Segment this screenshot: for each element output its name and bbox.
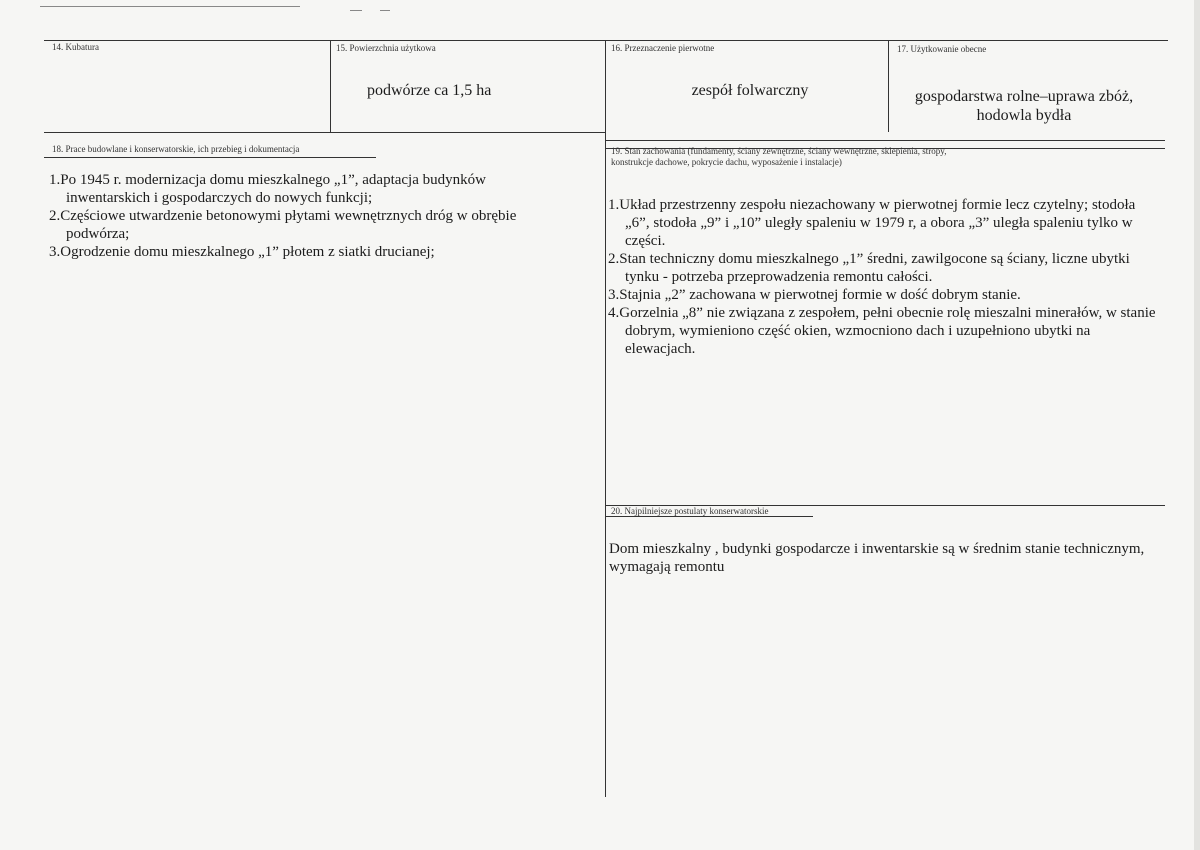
list-item: 1.Po 1945 r. modernizacja domu mieszkalnego „1”, adaptacja budynków inwentarskich i gospodarczych do nowych funkcji; [49,172,486,206]
conservation-postulates-label: 20. Najpilniejsze postulaty konserwatorskie [611,506,769,516]
original-purpose-label: 16. Przeznaczenie pierwotne [611,43,715,53]
condition-label-line1: 19. Stan zachowania (fundamenty, ściany zewnętrzne, ściany wewnętrzne, sklepienia, stropy, [611,146,947,156]
scan-artifact [40,6,300,7]
divider-16-17 [888,40,889,132]
list-item: 2.Stan techniczny domu mieszkalnego „1” średni, zawilgocone są ściany, liczne ubytki tynku - potrzeba przeprowadzenia remontu całości. [608,251,1130,285]
construction-works-list [49,171,569,261]
f20-label-underline [605,516,813,517]
divider-14-15 [330,40,331,132]
current-use-value-line1: gospodarstwa rolne–uprawa zbóż, [914,88,1134,105]
current-use-value-line2: hodowla bydła [976,107,1072,124]
scan-edge [1194,0,1200,850]
main-column-divider [605,40,606,797]
original-purpose-value: zespół folwarczny [691,82,809,99]
usable-area-label: 15. Powierzchnia użytkowa [336,43,436,53]
conservation-postulates-text: Dom mieszkalny , budynki gospodarcze i inwentarskie są w średnim stanie technicznym, wymagają remontu [609,541,1145,575]
scan-artifact [380,10,390,11]
construction-works-label: 18. Prace budowlane i konserwatorskie, ich przebieg i dokumentacja [52,144,300,154]
row2-top-border-right [605,140,1165,141]
current-use-label: 17. Użytkowanie obecne [897,44,987,54]
list-item: 1.Układ przestrzenny zespołu niezachowany w pierwotnej formie lecz czytelny; stodoła „6”, stodoła „9” i „10” uległy spaleniu w 1979 r, a obora „3” uległa spaleniu tylko w części. [608,197,1136,249]
usable-area-value: podwórze ca 1,5 ha [367,82,492,99]
kubatura-label: 14. Kubatura [52,42,99,52]
f18-label-underline [44,157,376,158]
list-item: 4.Gorzelnia „8” nie związana z zespołem, pełni obecnie rolę mieszalni minerałów, w stanie dobrym, wymieniono część okien, wzmocniono dach i uzupełniono ubytki na elewacjach. [608,305,1156,357]
row1-top-border [44,40,1168,41]
condition-label-line2: konstrukcje dachowe, pokrycie dachu, wyposażenie i instalacje) [611,157,842,167]
row2-top-border-left [44,132,605,133]
list-item: 3.Ogrodzenie domu mieszkalnego „1” płotem z siatki drucianej; [49,244,435,260]
condition-list [608,196,1160,358]
list-item: 2.Częściowe utwardzenie betonowymi płytami wewnętrznych dróg w obrębie podwórza; [49,208,517,242]
scan-artifact [350,10,362,11]
list-item: 3.Stajnia „2” zachowana w pierwotnej formie w dość dobrym stanie. [608,287,1021,303]
